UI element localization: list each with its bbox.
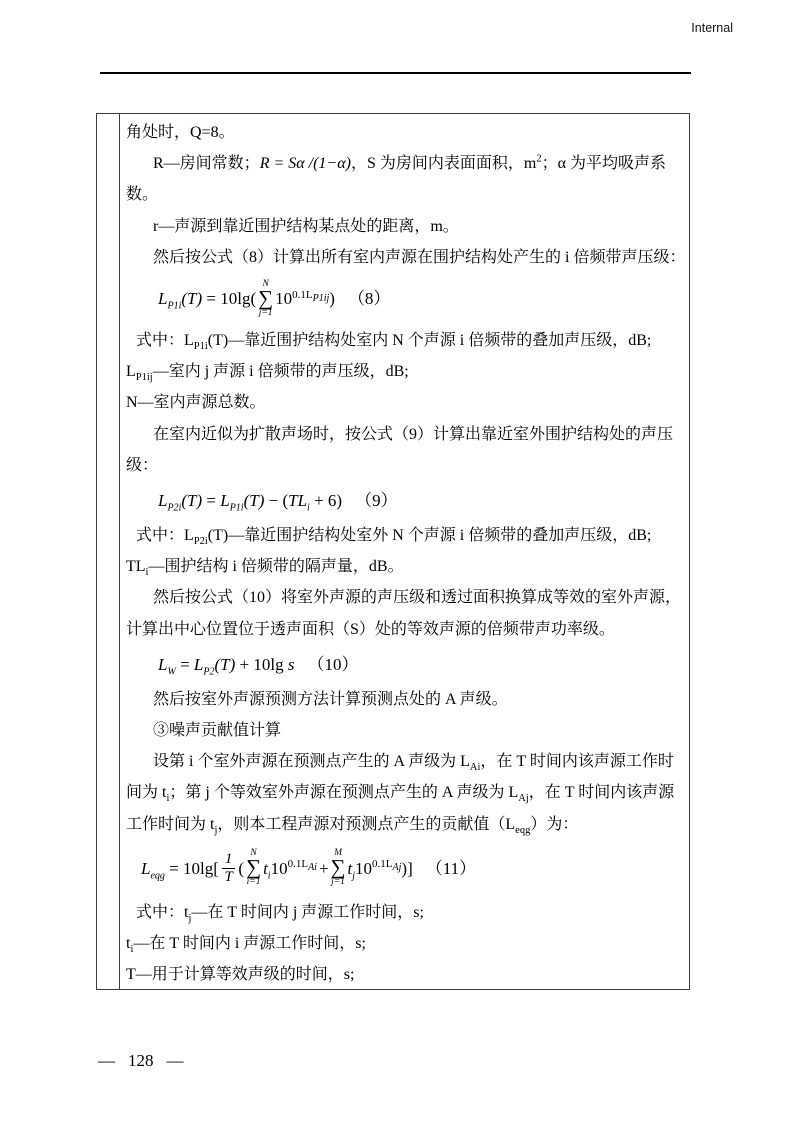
text-run: 设第 i 个室外声源在预测点产生的 A 声级为 L [153, 753, 470, 771]
text-run: T—用于计算等效声级的时间，s; [126, 966, 355, 984]
formula-tag: （11） [425, 858, 477, 878]
page-number: 128 [128, 1051, 154, 1070]
math-token: $L_{P1i}(T) = 10\lg$( [158, 289, 257, 312]
header-rule [100, 72, 691, 74]
text-line [126, 777, 684, 808]
math-token: $t_i10^{0.1L_{Ai}}$ [263, 858, 317, 882]
text-run: 数。 [126, 186, 159, 204]
text-line [126, 242, 684, 273]
subscript: i [130, 944, 134, 956]
text-line [126, 614, 684, 645]
math-token: ( [238, 858, 245, 878]
text-line [126, 179, 684, 210]
text-run: 计算出中心位置位于透声面积（S）处的等效声源的倍频带声功率级。 [126, 620, 615, 638]
text-run: TL [126, 558, 146, 576]
text-line [126, 746, 684, 777]
text-run: ③噪声贡献值计算 [153, 722, 282, 740]
text-run: 然后按公式（8）计算出所有室内声源在围护结构处产生的 i 倍频带声压级： [153, 248, 686, 266]
text-run: —围护结构 i 倍频带的隔声量，dB。 [148, 558, 404, 576]
subscript: Ai [469, 762, 481, 774]
footer-dash-left: — [98, 1051, 115, 1070]
text-line [126, 582, 684, 613]
subscript: Aj [518, 793, 529, 805]
subscript: P1i [193, 341, 208, 353]
subscript: j [188, 913, 192, 925]
fraction: $\frac{1}{T}$ [222, 851, 236, 886]
text-run: 间为 t [126, 784, 167, 802]
text-line [126, 356, 684, 387]
text-line [126, 419, 684, 450]
text-run: R—房间常数； [153, 155, 260, 173]
text-line [126, 551, 684, 582]
text-line [126, 809, 684, 840]
text-line [126, 928, 684, 959]
math-token: $t_j10^{0.1L_{Aj}}$)] [347, 858, 413, 882]
subscript: P1ij [135, 372, 153, 384]
text-line [126, 387, 684, 418]
text-line [126, 211, 684, 242]
page-footer [98, 1051, 184, 1071]
text-run: ，在 T 时间内该声源 [528, 784, 675, 802]
text-line [126, 684, 684, 715]
text-run: ，S 为房间内表面面积，m [350, 155, 537, 173]
text-run: —室内 j 声源 i 倍频带的声压级，dB; [152, 363, 409, 381]
text-line [126, 148, 684, 179]
text-run: t [126, 935, 131, 953]
table-gutter-cell [97, 114, 120, 989]
math-token: + [318, 858, 329, 878]
subscript: i [166, 793, 170, 805]
text-line [126, 325, 684, 356]
superscript: 2 [536, 153, 542, 165]
text-line [126, 450, 684, 481]
text-run: —在 T 时间内 i 声源工作时间，s; [133, 935, 366, 953]
inline-formula: R = Sα /(1−α) [259, 155, 351, 173]
text-line [126, 117, 684, 148]
text-run: 然后按室外声源预测方法计算预测点处的 A 声级。 [153, 690, 508, 708]
subscript: P2i [193, 536, 208, 548]
text-run: 然后按公式（10）将室外声源的声压级和透过面积换算成等效的室外声源， [153, 589, 682, 607]
summation: M ∑ j=1 [330, 847, 346, 888]
text-run: 工作时间为 t [126, 815, 215, 833]
subscript: eqg [515, 824, 531, 836]
subscript: j [214, 824, 218, 836]
text-line [126, 715, 684, 746]
document-table [96, 113, 690, 990]
math-token: $10^{0.1L_{P1ij}}$) [275, 288, 335, 309]
formula-tag: （9） [355, 490, 398, 510]
text-line [126, 520, 684, 551]
text-run: r—声源到靠近围护结构某点处的距离，m。 [153, 217, 459, 235]
text-run: (T)—靠近围护结构处室内 N 个声源 i 倍频带的叠加声压级，dB; [207, 332, 652, 350]
text-run: 式中：L [136, 527, 194, 545]
text-run: ；第 j 个等效室外声源在预测点产生的 A 声级为 L [169, 784, 519, 802]
text-run: L [126, 363, 136, 381]
summation: N ∑ i=1 [246, 847, 262, 888]
text-line [126, 897, 684, 928]
text-line [126, 959, 684, 989]
summation: N ∑ j=1 [258, 278, 274, 318]
text-run: 角处时，Q=8。 [126, 124, 235, 141]
text-run: ，则本工程声源对预测点产生的贡献值（L [217, 815, 516, 833]
math-token: $L_{P2i}(T) = L_{P1i}(T) - (TL_i + 6)$ [158, 490, 343, 514]
text-run: 式中：L [136, 332, 194, 350]
formula-8 [126, 273, 684, 325]
text-run: ；α 为平均吸声系 [541, 155, 666, 173]
table-content-cell [120, 114, 689, 989]
formula-tag: （8） [347, 289, 391, 309]
formula-10 [126, 645, 684, 684]
text-run: —在 T 时间内 j 声源工作时间，s; [191, 903, 424, 921]
text-run: 式中：t [136, 903, 189, 921]
text-run: 在室内近似为扩散声场时，按公式（9）计算出靠近室外围护结构处的声压 [153, 425, 674, 443]
text-run: 级： [126, 456, 159, 474]
footer-dash-right: — [166, 1051, 184, 1070]
internal-watermark: Internal [691, 21, 733, 35]
math-token: $L_{eqg} = 10\lg$[ [141, 858, 219, 882]
subscript: i [145, 567, 149, 579]
text-run: ）为： [530, 815, 579, 833]
text-run: ，在 T 时间内该声源工作时 [480, 753, 674, 771]
text-run: N—室内声源总数。 [126, 394, 266, 412]
math-token: $L_W = L_{P2}(T) + 10\lg$ s [158, 654, 295, 678]
text-run: (T)—靠近围护结构处室外 N 个声源 i 倍频带的叠加声压级，dB; [207, 527, 652, 545]
formula-11 [126, 840, 684, 897]
formula-9 [126, 481, 684, 520]
formula-tag: （10） [307, 654, 359, 674]
